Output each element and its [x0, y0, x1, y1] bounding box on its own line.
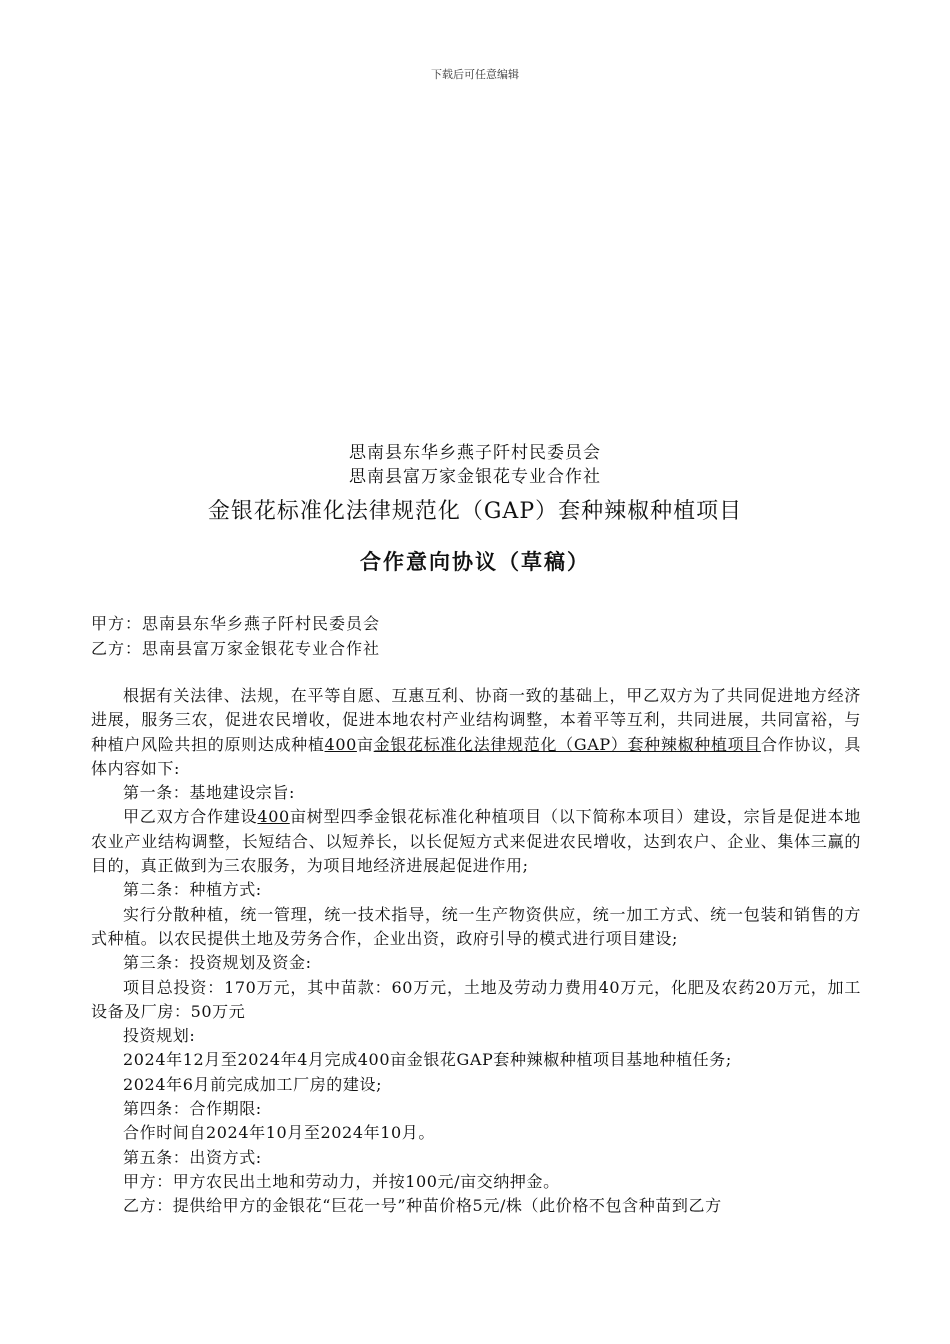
article-3-heading: 第三条：投资规划及资金:: [123, 953, 312, 973]
article-1-area: 400: [257, 807, 290, 827]
intro-text-2: 合作协议，具体内容如下:: [91, 734, 861, 778]
article-3-investment: 项目总投资：170万元，其中苗款：60万元，土地及劳动力费用40万元，化肥及农药20万元，加工设备及厂房：50万元: [91, 977, 861, 1021]
article-4-heading: 第四条：合作期限:: [123, 1099, 262, 1119]
intro-text-1: 根据有关法律、法规，在平等自愿、互惠互利、协商一致的基础上，甲乙双方为了共同促进地方经济进展，服务三农，促进农民增收，促进本地农村产业结构调整，本着平等互利，共同进展，共同富裕，与种植户风险共担的原则达成种植: [91, 686, 861, 754]
intro-unit: 亩: [356, 734, 374, 754]
document-subtitle: 合作意向协议（草稿）: [360, 549, 590, 574]
header-note: 下载后可任意编辑: [431, 68, 519, 81]
document-title: 金银花标准化法律规范化（GAP）套种辣椒种植项目: [207, 499, 743, 524]
article-1-heading: 第一条：基地建设宗旨:: [123, 783, 295, 803]
article-5-party-b: 乙方：提供给甲方的金银花“巨花一号”种苗价格5元/株（此价格不包含种苗到乙方: [123, 1196, 722, 1216]
party-b-line: 乙方：思南县富万家金银花专业合作社: [91, 639, 381, 658]
article-1-post: 亩树型四季金银花标准化种植项目（以下简称本项目）建设，宗旨是促进本地农业产业结构调整，长短结合、以短养长，以长促短方式来促进农民增收，达到农户、企业、集体三赢的目的，真正做到为三农服务，为项目地经济进展起促进作用;: [91, 807, 861, 876]
agreement-body: [91, 684, 861, 1219]
party-a-line: 甲方：思南县东华乡燕子阡村民委员会: [91, 614, 381, 633]
organization-line-2: 思南县富万家金银花专业合作社: [349, 467, 601, 487]
article-5-party-a: 甲方：甲方农民出土地和劳动力，并按100元/亩交纳押金。: [123, 1171, 560, 1191]
article-2-text: 实行分散种植，统一管理，统一技术指导，统一生产物资供应，统一加工方式、统一包装和销售的方式种植。以农民提供土地及劳务合作，企业出资，政府引导的模式进行项目建设;: [91, 904, 861, 948]
article-3-plan-2: 2024年6月前完成加工厂房的建设;: [123, 1074, 383, 1094]
organization-line-1: 思南县东华乡燕子阡村民委员会: [349, 443, 601, 463]
article-4-text: 合作时间自2024年10月至2024年10月。: [123, 1123, 435, 1143]
intro-project-name: 金银花标准化法律规范化（GAP）套种辣椒种植项目: [373, 734, 761, 754]
intro-paragraph: [91, 684, 861, 781]
article-1-pre: 甲乙双方合作建设: [123, 807, 258, 827]
article-3-plan-heading: 投资规划:: [123, 1026, 196, 1046]
article-2-heading: 第二条：种植方式:: [123, 880, 262, 900]
article-1-text: [91, 805, 861, 878]
article-3-plan-1: 2024年12月至2024年4月完成400亩金银花GAP套种辣椒种植项目基地种植任务;: [123, 1050, 732, 1070]
article-5-heading: 第五条：出资方式:: [123, 1147, 262, 1167]
intro-area: 400: [324, 734, 357, 754]
